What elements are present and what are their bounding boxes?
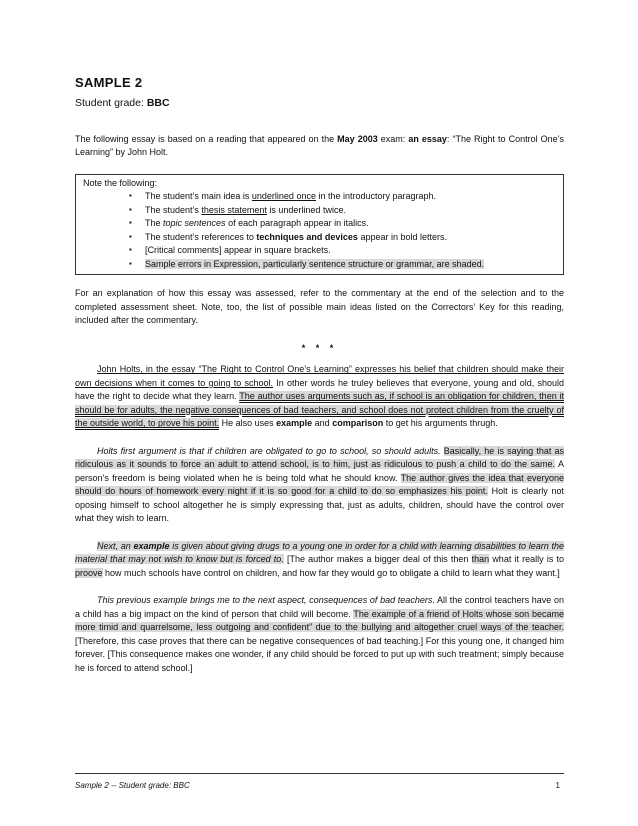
note-item bbox=[129, 217, 557, 231]
shaded-error: The author gives the idea that everyone should do hours of homework every night if it is so good for a child to do so emphasizes his point. bbox=[75, 472, 565, 497]
note-italic: topic sentences bbox=[163, 218, 226, 229]
technique-term: example bbox=[133, 540, 170, 551]
intro-text: : “The Right to Control One’s Learning” by John Holt. bbox=[75, 133, 564, 158]
note-text: The student’s references to bbox=[145, 231, 257, 242]
note-underline: thesis statement bbox=[201, 204, 267, 215]
topic-sentence: This previous example brings me to the next aspect, consequences of bad teachers bbox=[97, 595, 433, 606]
essay-paragraph-4 bbox=[75, 594, 564, 675]
note-item bbox=[129, 190, 557, 204]
note-text: appear in bold letters. bbox=[357, 231, 448, 242]
topic-sentence: is given about giving drugs to a young one in order for a child with learning disabilities to learn the material that may not wish to know but is forced to. bbox=[75, 540, 564, 565]
explanation-paragraph: For an explanation of how this essay was assessed, refer to the commentary at the end of the selection and to the completed assessment sheet. Note, too, the list of possible main ideas listed on the Correctors’ Key for this reading, included after the commentary. bbox=[75, 288, 564, 326]
note-text: is underlined twice. bbox=[266, 204, 346, 215]
essay-text: Holt is clearly not oposing himself to school altogether he is simply expressing that, just as adults, children, should have the control over what they wish to learn. bbox=[75, 486, 564, 524]
essay-paragraph-1 bbox=[75, 363, 564, 431]
technique-term: comparison bbox=[332, 418, 384, 429]
thesis-statement: The author uses arguments such as, if school is an obligation for children, then it should be for adults, the negative consequences of bad teachers, and school does not protect children from the cruelty of the outside world, to prove his point. bbox=[75, 391, 564, 429]
note-item bbox=[129, 231, 557, 245]
shaded-error: The example of a friend of Holts whose son became more timid and quarrelsome, less outgoing and confident” due to the bullying and altogether cruel ways of the teacher. bbox=[75, 608, 564, 633]
note-text: in the introductory paragraph. bbox=[315, 191, 437, 202]
page-footer bbox=[75, 773, 564, 792]
note-text: of each paragraph appear in italics. bbox=[225, 218, 369, 229]
grade-value: BBC bbox=[146, 97, 170, 110]
essay-paragraph-2 bbox=[75, 445, 564, 526]
critical-comment: how much schools have control on children, and how far they would go to obligate a child to learn what they want.] bbox=[102, 567, 560, 578]
document-body bbox=[75, 74, 564, 689]
critical-comment: [Therefore, this case proves that there can be negative consequences of bad teaching.] For this young one, it changed him forever. [This consequence makes one wonder, if any child should be forced to put up with such treatment; simply because he is forced to attend school.] bbox=[75, 635, 564, 673]
technique-term: example bbox=[276, 418, 313, 429]
note-item bbox=[129, 258, 557, 272]
essay-paragraph-3 bbox=[75, 540, 564, 581]
notes-box bbox=[75, 174, 564, 276]
main-idea: John Holts, in the essay “The Right to Control One’s Learning” expresses his belief that children should make their own decisions when it comes to going to school. bbox=[75, 364, 564, 388]
shaded-error: Basically, he is saying that as ridiculous as it sounds to force an adult to attend school, is to him, just as ridiculous to push a child to do the same. bbox=[75, 445, 564, 470]
grade-label: Student grade: bbox=[75, 97, 147, 110]
intro-text: The following essay is based on a reading that appeared on the bbox=[75, 133, 338, 144]
notes-list bbox=[83, 190, 557, 271]
student-grade-line bbox=[75, 96, 564, 111]
shaded-error: than bbox=[471, 554, 490, 565]
topic-sentence: Holts first argument is that if children are obligated to go to school, so should adults. bbox=[97, 445, 441, 456]
exam-date: May 2003 bbox=[337, 133, 378, 144]
essay-text: In other words he truley believes that everyone, young and old, should have the right to decide what they learn. bbox=[75, 377, 564, 402]
section-separator: * * * bbox=[301, 342, 338, 353]
note-item bbox=[129, 244, 557, 258]
note-text: The student’s bbox=[145, 204, 202, 215]
note-text: The bbox=[145, 218, 164, 229]
note-shaded: Sample errors in Expression, particularly sentence structure or grammar, are shaded. bbox=[145, 258, 485, 269]
note-underline: underlined once bbox=[251, 191, 316, 202]
note-bold: techniques and devices bbox=[256, 231, 358, 242]
critical-comment: [The author makes a bigger deal of this then bbox=[283, 554, 472, 565]
notes-heading: Note the following: bbox=[83, 177, 158, 188]
essay-text: . All the control teachers have on a child has a big impact on the kind of person that child will become. bbox=[75, 595, 564, 619]
essay-text: to get his arguments thrugh. bbox=[383, 418, 498, 429]
critical-comment: what it really is to bbox=[489, 554, 565, 565]
essay-text: He also uses bbox=[219, 418, 277, 429]
shaded-error: proove bbox=[75, 567, 103, 578]
intro-text: exam: bbox=[377, 133, 409, 144]
note-item bbox=[129, 204, 557, 218]
note-text: The student’s main idea is bbox=[145, 191, 252, 202]
note-text: [Critical comments] appear in square brackets. bbox=[145, 245, 331, 256]
page-number: 1 bbox=[555, 781, 560, 790]
sample-title: SAMPLE 2 bbox=[75, 75, 143, 90]
intro-paragraph bbox=[75, 133, 564, 160]
essay-type: an essay bbox=[408, 133, 447, 144]
footer-label: Sample 2 -- Student grade: BBC bbox=[75, 781, 190, 790]
essay-text: and bbox=[312, 418, 333, 429]
topic-sentence: Next, an bbox=[97, 540, 134, 551]
essay-text: A person’s freedom is being violated when he is being told what he should know. bbox=[75, 459, 564, 483]
